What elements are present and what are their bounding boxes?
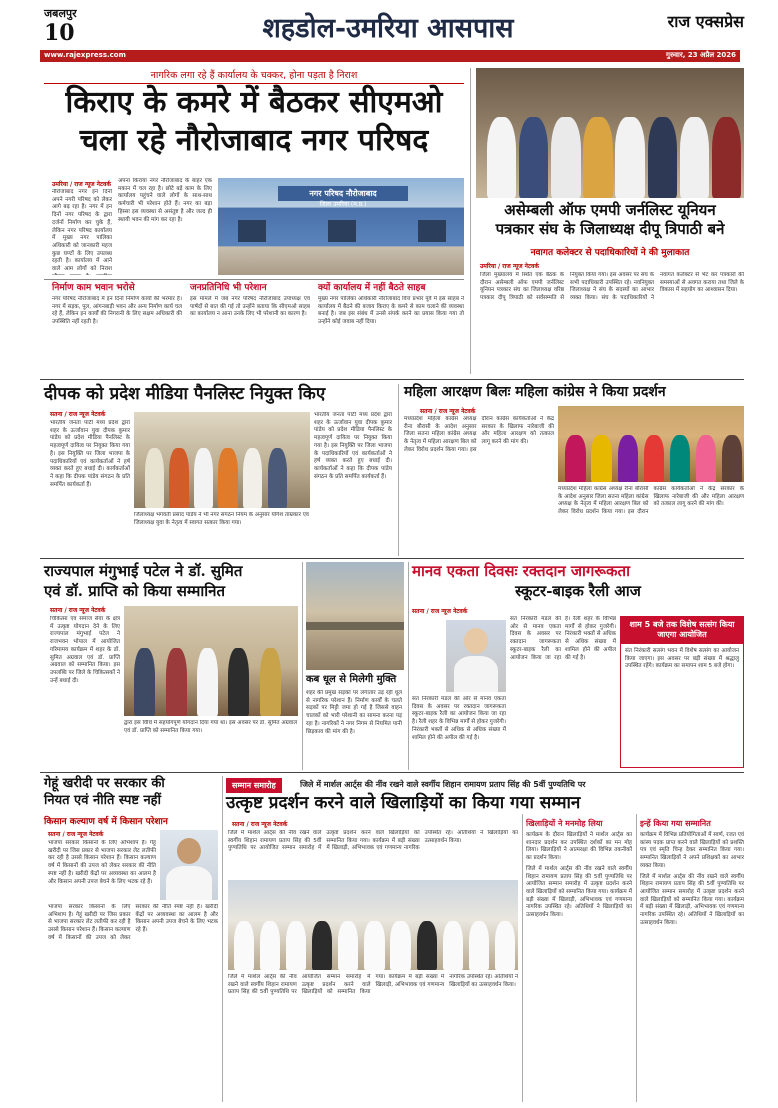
photo-person <box>194 448 213 508</box>
photo-window <box>418 220 446 242</box>
photo-person <box>390 921 410 971</box>
story1-col2: अपना किराया नगर नौरोजाबाद के बाहर एक मकान में चल रहा है। छोटे बड़े काम के लिए कार्यालय पहुंचने वाले लोगों के साथ-साथ कर्मचारी भी परेशान होते हैं। नगर का बड़ा हिस्सा इस व्यवस्था से असंतुष्ट है और जल्द ही स्थायी भवन की मांग कर रहा है। <box>118 178 212 223</box>
photo-person <box>243 448 262 508</box>
story3-headline: दीपक को प्रदेश मीडिया पैनलिस्ट नियुक्त किए <box>44 384 326 404</box>
story4-byline: सतना / राज न्यूज नेटवर्क <box>420 408 476 415</box>
story1-headline-line1: किराए के कमरे में बैठकर सीएमओ <box>65 85 443 120</box>
story3-photo <box>134 412 310 508</box>
story9-side2 <box>640 818 744 1102</box>
story6-photo2 <box>306 630 404 670</box>
story1-photo <box>218 178 464 275</box>
section-divider <box>40 379 744 380</box>
photo-person <box>338 921 358 971</box>
story2-body: जिला मुख्यालय में स्थित एक बैठक के दौरान असेम्बली ऑफ एमपी जर्नलिस्ट यूनियन पत्रकार संघ का जिलाध्यक्ष वरिष्ठ पत्रकार दीपू त्रिपाठी को सर्वसम्मति से नियुक्त किया गया। इस अवसर पर संघ के सभी पदाधिकारी उपस्थित रहे। नवनियुक्त जिलाध्यक्ष ने संघ के सदस्यों का आभार व्यक्त किया। संघ के पदाधिकारियों ने नवागत कलेक्टर से भेंट कर पत्रकारों की समस्याओं से अवगत कराया तथा जिले के विकास में सहयोग का आश्वासन दिया। <box>480 272 744 302</box>
story7-byline: सतना / राज न्यूज नेटवर्क <box>412 608 468 615</box>
story7-box <box>620 616 744 768</box>
story9-side2-body: कार्यक्रम में विभिन्न प्रतियोगिताओं में स्वर्ण, रजत एवं कांस्य पदक प्राप्त करने वाले खिलाड़ियों को प्रशस्ति पत्र एवं स्मृति चिन्ह देकर सम्मानित किया गया। सम्मानित खिलाड़ियों ने अपने प्रशिक्षकों का आभार व्यक्त किया। <box>640 832 744 869</box>
story1-sub2-text: इस मामले में जब नगर परिषद नौरोजाबाद उपाध्यक्ष एवं पार्षदों से बात की गई तो उन्होंने बताया कि सीएमओ साहब का कार्यालय न आना उनके लिए भी परेशानी का कारण है। <box>190 296 310 318</box>
brand-logo: राज एक्सप्रेस <box>667 12 744 31</box>
story5-byline: सतना / राज न्यूज नेटवर्क <box>50 607 106 614</box>
photo-person <box>260 921 280 971</box>
story4-body: मध्यप्रदेश महिला कांग्रेस अध्यक्ष रीना बौरासी के आदेश अनुसार जिला सतना महिला कांग्रेस अध्यक्ष के नेतृत्व में महिला आरक्षण बिल को लेकर विरोध प्रदर्शन किया गया। इस दौरान कांग्रेस कार्यकर्ताओं ने केंद्र सरकार के खिलाफ नारेबाजी की और महिला आरक्षण को तत्काल लागू करने की मांग की। <box>404 416 554 453</box>
photo-portrait-head <box>464 628 488 654</box>
photo-portrait-body <box>166 866 212 900</box>
photo-person <box>495 921 515 971</box>
story9-body: जिले में मार्शल आर्ट्स की नींव रखने वाले स्वर्गीय शिहान रामायण प्रताप सिंह की 5वीं पुण्यतिथि पर आयोजित सम्मान समारोह में उत्कृष्ट प्रदर्शन करने वाले खिलाड़ियों को सम्मानित किया गया। कार्यक्रम में बड़ी संख्या में खिलाड़ी, अभिभावक एवं गणमान्य नागरिक उपस्थित रहे। अतिथियों ने खिलाड़ियों का उत्साहवर्धन किया। <box>228 830 518 852</box>
story9-kicker-label: सम्मान समारोह <box>226 778 282 793</box>
photo-person <box>618 435 638 482</box>
story1-divider <box>44 279 464 280</box>
story9-side2-body-cont: जिले में मार्शल आर्ट्स की नींव रखने वाले स्वर्गीय शिहान रामायण प्रताप सिंह की 5वीं पुण्यतिथि पर आयोजित सम्मान समारोह में उत्कृष्ट प्रदर्शन करने वाले खिलाड़ियों को सम्मानित किया गया। कार्यक्रम में बड़ी संख्या में खिलाड़ी, अभिभावक एवं गणमान्य नागरिक उपस्थित रहे। अतिथियों ने खिलाड़ियों का उत्साहवर्धन किया। <box>640 873 744 926</box>
story4-headline: महिला आरक्षण बिलः महिला कांग्रेस ने किया प्रदर्शन <box>404 384 666 400</box>
column-divider <box>470 68 471 374</box>
story8-body-cont: भाजपा सरकार किसानों के लिए अभिशाप है। गेहूं खरीदी पर जिस प्रकार से भाजपा सरकार लेट लतीफी कर रही है उससे किसान परेशान हैं। किसान कल्याण वर्ष में किसानों की उपज को लेकर सरकार की नीति स्पष्ट नहीं है। खरीदी केंद्रों पर अव्यवस्था का आलम है और किसान अपनी उपज बेचने के लिए भटक रहे हैं। <box>48 904 218 941</box>
story8-headline-line2: नियत एवं नीति स्पष्ट नहीं <box>44 792 161 808</box>
photo-person <box>615 117 644 198</box>
section-title: शहडोल-उमरिया आसपास <box>262 13 514 44</box>
website-url[interactable]: www.rajexpress.com <box>44 51 126 59</box>
story2-headline-line1: असेम्बली ऑफ एमपी जर्नलिस्ट यूनियन <box>504 201 716 219</box>
story1-col1: नौरोजाबाद नगर इन दिनों अपने नगरी परिषद को लेकर आगे बढ़ रहा है। नगर में इन दिनों नगर परिषद के द्वारा दर्जनों निर्माण कर चुके हैं, लेकिन नगर परिषद कार्यालय में मुख्य नगर पालिका अधिकारी को जानकारी महज कुछ घण्टों के लिए उपलब्ध रहती है। कार्यालय में आने वाले आम लोगों को निराश <box>52 189 112 273</box>
photo-person <box>364 921 384 971</box>
story1-headline-line2: चला रहे नौरोजाबाद नगर परिषद <box>79 122 429 158</box>
photo-person <box>166 648 187 716</box>
story7-headline-line2: स्कूटर-बाइक रैली आज <box>515 581 641 600</box>
photo-person <box>234 921 254 971</box>
photo-person <box>260 648 281 716</box>
story4-photo <box>558 406 744 482</box>
photo-person <box>680 117 709 198</box>
story7-headline-line1: मानव एकता दिवसः रक्तदान जागरूकता <box>412 562 630 580</box>
photo-person <box>443 921 463 971</box>
page-number: 10 <box>44 20 75 46</box>
story1-headline <box>44 86 464 157</box>
story8-headline-line1: गेहूं खरीदी पर सरकार की <box>44 776 165 791</box>
story1-sub1-text: नगर परिषद नौरोजाबाद में इन दिनों निर्माण कार्यों की भरमार है। नगर में सड़क, पुल, आंगनबाड़ी भवन और अन्य निर्माण कार्य चल रहे हैं, लेकिन इन कार्यों की निगरानी के लिए सक्षम अधिकारी की उपस्थिति नहीं रहती है। <box>52 296 182 326</box>
section-divider <box>40 558 744 559</box>
masthead-city: जबलपुर <box>44 7 77 20</box>
story2-headline-line2: पत्रकार संघ के जिलाध्यक्ष दीपू त्रिपाठी बने <box>495 219 725 238</box>
story8-headline <box>44 777 220 808</box>
column-divider <box>302 562 303 770</box>
section-divider <box>40 772 744 773</box>
story9-photo <box>228 880 518 970</box>
story5-caption: द्वारा इस विधि में सहयोगपूर्ण योगदान दिया गया था। इस अवसर पर डॉ. सुमित अग्रवाल एवं डॉ. प्राप्ति को सम्मानित किया गया। <box>124 720 298 734</box>
story8-body: भाजपा सरकार किसानों के लिए अभिशाप है। गेहूं खरीदी पर जिस प्रकार से भाजपा सरकार लेट लतीफी कर रही है उससे किसान परेशान हैं। किसान कल्याण वर्ष में किसानों की उपज को लेकर सरकार की नीति स्पष्ट नहीं है। खरीदी केंद्रों पर अव्यवस्था का आलम है और किसान अपनी उपज बेचने के लिए भटक रहे हैं। <box>48 840 156 885</box>
story7-body-col1: संत निरंकारी मंडल की ओर से मानव एकता दिवस के अवसर पर रक्तदान जागरूकता स्कूटर-बाइक रैली का आयोजन किया जा रहा है। रैली शहर के विभिन्न मार्गों से होकर गुजरेगी। निरंकारी भक्तों से अधिक से अधिक संख्या में शामिल होने की अपील की गई है। <box>412 696 506 741</box>
story9-side1-body-cont: जिले में मार्शल आर्ट्स की नींव रखने वाले स्वर्गीय शिहान रामायण प्रताप सिंह की 5वीं पुण्यतिथि पर आयोजित सम्मान समारोह में उत्कृष्ट प्रदर्शन करने वाले खिलाड़ियों को सम्मानित किया गया। कार्यक्रम में बड़ी संख्या में खिलाड़ी, अभिभावक एवं गणमान्य नागरिक उपस्थित रहे। अतिथियों ने खिलाड़ियों का उत्साहवर्धन किया। <box>526 865 632 919</box>
story5-body: चिकित्सा एवं समाज सेवा के क्षेत्र में उत्कृष्ट योगदान देने के लिए राज्यपाल मंगुभाई पटेल ने राजभवन भोपाल में आयोजित गरिमामय कार्यक्रम में शहर के डॉ. सुमित अग्रवाल एवं डॉ. प्राप्ति अग्रवाल को सम्मानित किया। इस उपलब्धि पर जिले के चिकित्सकों ने उन्हें बधाई दी। <box>50 616 120 684</box>
photo-person <box>644 435 664 482</box>
story1-sub2: जनप्रतिनिधि भी परेशान <box>190 283 267 293</box>
photo-person <box>591 435 611 482</box>
story9-side1 <box>526 818 632 1102</box>
story1-sub3-text: मुख्य नगर पालिका अधिकारी नौरोजाबाद वित्त प्रभार पूर्व में इस साहब ने कार्यालय में बैठने की बजाय किराए के कमरे से काम चलाने की व्यवस्था बनाई है। जब इस संबंध में उनसे संपर्क करने का प्रयास किया गया तो उन्होंने कोई जवाब नहीं दिया। <box>318 296 464 326</box>
photo-person <box>519 117 548 198</box>
photo-portrait-body <box>454 656 498 692</box>
photo-person <box>169 448 188 508</box>
story1-photo-sign: नगर परिषद नौरोजाबाद <box>278 186 408 201</box>
column-divider <box>636 814 637 1102</box>
photo-person <box>469 921 489 971</box>
photo-window <box>328 220 356 242</box>
story1-sub3: क्यों कार्यालय में नहीं बैठते साहब <box>318 283 426 293</box>
story5-headline-line1: राज्यपाल मंगुभाई पटेल ने डॉ. सुमित <box>44 562 243 580</box>
story4-body-col3: मध्यप्रदेश महिला कांग्रेस अध्यक्ष रीना बौरासी के आदेश अनुसार जिला सतना महिला कांग्रेस अध्यक्ष के नेतृत्व में महिला आरक्षण बिल को लेकर विरोध प्रदर्शन किया गया। इस दौरान कांग्रेस कार्यकर्ताओं ने केंद्र सरकार के खिलाफ नारेबाजी की और महिला आरक्षण को तत्काल लागू करने की मांग की। <box>558 486 744 516</box>
photo-person <box>696 435 716 482</box>
story6-headline: कब धूल से मिलेगी मुक्ति <box>306 674 397 685</box>
story5-headline-line2: एवं डॉ. प्राप्ति को किया सम्मानित <box>44 581 225 600</box>
column-divider <box>408 562 409 770</box>
photo-person <box>670 435 690 482</box>
photo-person <box>145 448 164 508</box>
story5-photo <box>124 606 298 716</box>
photo-window <box>238 220 266 242</box>
photo-person <box>551 117 580 198</box>
story1-byline: उमरिया / राज न्यूज नेटवर्क <box>52 181 111 188</box>
story2-photo <box>476 68 744 198</box>
story9-headline: उत्कृष्ट प्रदर्शन करने वाले खिलाड़ियों का किया गया सम्मान <box>226 793 581 813</box>
photo-person <box>583 117 612 198</box>
photo-person <box>228 648 249 716</box>
photo-person <box>565 435 585 482</box>
photo-person <box>417 921 437 971</box>
column-divider <box>522 814 523 1102</box>
story9-body-bottom: जिले में मार्शल आर्ट्स की नींव रखने वाले स्वर्गीय शिहान रामायण प्रताप सिंह की 5वीं पुण्यतिथि पर आयोजित सम्मान समारोह में उत्कृष्ट प्रदर्शन करने वाले खिलाड़ियों को सम्मानित किया गया। कार्यक्रम में बड़ी संख्या में खिलाड़ी, अभिभावक एवं गणमान्य नागरिक उपस्थित रहे। अतिथियों ने खिलाड़ियों का उत्साहवर्धन किया। <box>228 974 518 996</box>
story2-headline <box>476 202 744 238</box>
story9-side1-body: कार्यक्रम के दौरान खिलाड़ियों ने मार्शल आर्ट्स का शानदार प्रदर्शन कर उपस्थित दर्शकों का मन मोह लिया। खिलाड़ियों ने आत्मरक्षा की विभिन्न तकनीकों का प्रदर्शन किया। <box>526 832 632 862</box>
story2-byline: उमरिया / राज न्यूज नेटवर्क <box>480 263 539 270</box>
story3-caption: जिलाध्यक्ष भगवती प्रसाद पांडेय ने भी नगर संगठन नियम के अनुसार योगेश ताम्रकार एवं जिलाध्यक्ष युवा के नेतृत्व में स्वागत सत्कार किया गया। <box>134 512 309 526</box>
story7-headline <box>412 563 744 600</box>
photo-portrait-head <box>177 838 201 864</box>
photo-person <box>268 448 287 508</box>
story1-kicker: नागरिक लगा रहे हैं कार्यालय के चक्कर, होना पड़ता है निराश <box>44 68 464 84</box>
story8-byline: सतना / राज न्यूज नेटवर्क <box>48 831 104 838</box>
issue-date: गुरुवार, 23 अप्रैल 2026 <box>666 51 736 59</box>
photo-person <box>286 921 306 971</box>
story1-photo-sign-sub: जिला उमरिया (म.प्र.) <box>319 201 367 208</box>
story3-byline: सतना / राज न्यूज नेटवर्क <box>50 411 106 418</box>
story9-side1-title: खिलाड़ियों ने मनमोह लिया <box>526 819 603 828</box>
story6-body: शहर की प्रमुख सड़कों पर लगातार उड़ रही धूल से नागरिक परेशान हैं। निर्माण कार्यों के चलते सड़कों पर मिट्टी जमा हो गई है जिससे वाहन चालकों को भारी परेशानी का सामना करना पड़ रहा है। नागरिकों ने नगर निगम से नियमित पानी छिड़काव की मांग की है। <box>306 690 402 735</box>
column-divider <box>222 776 223 1102</box>
story7-box-title: शाम 5 बजे तक विशेष सत्संग किया जाएगा आयोजित <box>621 617 743 644</box>
story9-kicker: जिले में मार्शल आर्ट्स की नींव रखने वाले स्वर्गीय शिहान रामायण प्रताप सिंह की 5वीं पुण्यतिथि पर <box>300 780 586 789</box>
photo-person <box>722 435 742 482</box>
photo-person <box>712 117 741 198</box>
story5-headline <box>44 563 300 600</box>
story9-byline: सतना / राज न्यूज नेटवर्क <box>232 821 288 828</box>
story2-subheadline: नवागत कलेक्टर से पदाधिकारियों ने की मुलाकात <box>530 248 690 258</box>
masthead <box>0 0 778 62</box>
story8-subheadline: किसान कल्याण वर्ष में किसान परेशान <box>44 817 168 827</box>
photo-person <box>487 117 516 198</box>
column-divider <box>398 384 399 556</box>
story9-side2-title: इन्हें किया गया सम्मानित <box>640 819 711 828</box>
story7-box-body: संत निरंकारी सत्संग भवन में विशेष सत्संग का आयोजन किया जाएगा। इस अवसर पर बड़ी संख्या में श्रद्धालु उपस्थित रहेंगे। कार्यक्रम का समापन शाम 5 बजे होगा। <box>625 647 739 670</box>
story3-body-col2: भारतीय जनता पार्टी मध्य प्रदेश द्वारा शहर के ऊर्जावान युवा दीपक कुमार पांडेय को प्रदेश मीडिया पैनलिस्ट के महत्वपूर्ण दायित्व पर नियुक्त किया गया है। इस नियुक्ति पर जिला भाजपा के पदाधिकारियों एवं कार्यकर्ताओं ने हर्ष व्यक्त करते हुए बधाई दी। कार्यकर्ताओं ने कहा कि दीपक पांडेय संगठन के प्रति समर्पित कार्यकर्ता हैं। <box>314 412 392 480</box>
story1-sub1: निर्माण काम भवान भरोसे <box>52 283 135 293</box>
story7-body: संत निरंकारी मंडल की ओर से मानव एकता दिवस के अवसर पर रक्तदान जागरूकता स्कूटर-बाइक रैली का आयोजन किया जा रहा है। रैली शहर के विभिन्न मार्गों से होकर गुजरेगी। निरंकारी भक्तों से अधिक से अधिक संख्या में शामिल होने की अपील की गई है। <box>510 616 616 661</box>
story3-body: भारतीय जनता पार्टी मध्य प्रदेश द्वारा शहर के ऊर्जावान युवा दीपक कुमार पांडेय को प्रदेश मीडिया पैनलिस्ट के महत्वपूर्ण दायित्व पर नियुक्त किया गया है। इस नियुक्ति पर जिला भाजपा के पदाधिकारियों एवं कार्यकर्ताओं ने हर्ष व्यक्त करते हुए बधाई दी। कार्यकर्ताओं ने कहा कि दीपक पांडेय संगठन के प्रति समर्पित कार्यकर्ता हैं। <box>50 420 130 488</box>
story8-photo <box>160 830 218 900</box>
photo-person <box>197 648 218 716</box>
photo-person <box>648 117 677 198</box>
photo-person <box>312 921 332 971</box>
photo-person <box>134 648 155 716</box>
story7-photo <box>446 620 506 692</box>
photo-person <box>218 448 237 508</box>
